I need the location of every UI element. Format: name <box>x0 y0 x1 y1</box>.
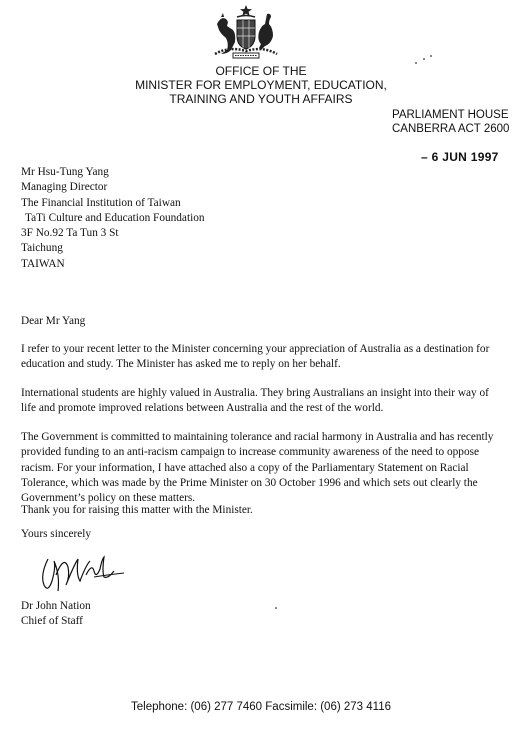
recipient-line: Taichung <box>21 242 63 255</box>
address-line: CANBERRA ACT 2600 <box>392 123 510 135</box>
recipient-line: TaTi Culture and Education Foundation <box>25 211 205 224</box>
letterhead-office <box>110 64 412 106</box>
recipient-line: TAIWAN <box>21 257 65 270</box>
signature <box>34 545 126 599</box>
recipient-line: 3F No.92 Ta Tun 3 St <box>21 227 119 240</box>
scan-speck <box>430 55 432 57</box>
paragraph: The Government is committed to maintaining tolerance and racial harmony in Australia and has recently provided funding to an anti-racism campaign to increase community awareness of the need to oppose racism. For your information, I have attached also a copy of the Parliamentary Statement on Racial Tolerance, which was made by the Prime Minister on 30 October 1996 and which sets out clearly the Government’s policy on these matters. <box>21 431 494 505</box>
recipient-address <box>21 165 205 272</box>
paragraph: International students are highly valued in Australia. They bring Australians an insight into their way of life and promote improved relations between Australia and the rest of the world. <box>21 387 489 415</box>
recipient-line: Mr Hsu-Tung Yang <box>21 166 109 178</box>
paragraph: Thank you for raising this matter with the Minister. <box>21 504 253 516</box>
scan-speck <box>275 607 277 609</box>
closing: Yours sincerely <box>21 528 92 540</box>
office-line: TRAINING AND YOUTH AFFAIRS <box>169 92 353 106</box>
date-stamp: – 6 JUN 1997 <box>421 150 499 164</box>
office-line: MINISTER FOR EMPLOYMENT, EDUCATION, <box>135 78 387 92</box>
recipient-line: Managing Director <box>21 181 108 194</box>
coat-of-arms-icon <box>209 4 283 60</box>
scan-speck <box>423 58 425 60</box>
signer-block <box>21 599 91 630</box>
paragraph: I refer to your recent letter to the Minister concerning your appreciation of Australia as a destination for education and study. The Minister has asked me to reply on her behalf. <box>21 343 490 371</box>
recipient-line: The Financial Institution of Taiwan <box>21 196 181 209</box>
signer-title: Chief of Staff <box>21 615 83 628</box>
address-line: PARLIAMENT HOUSE <box>392 109 509 121</box>
letterhead-address <box>392 108 509 136</box>
scan-speck <box>415 62 417 64</box>
salutation: Dear Mr Yang <box>21 315 86 327</box>
footer-contact: Telephone: (06) 277 7460 Facsimile: (06) 273 4116 <box>131 701 391 713</box>
office-line: OFFICE OF THE <box>215 64 307 78</box>
signer-name: Dr John Nation <box>21 600 91 612</box>
